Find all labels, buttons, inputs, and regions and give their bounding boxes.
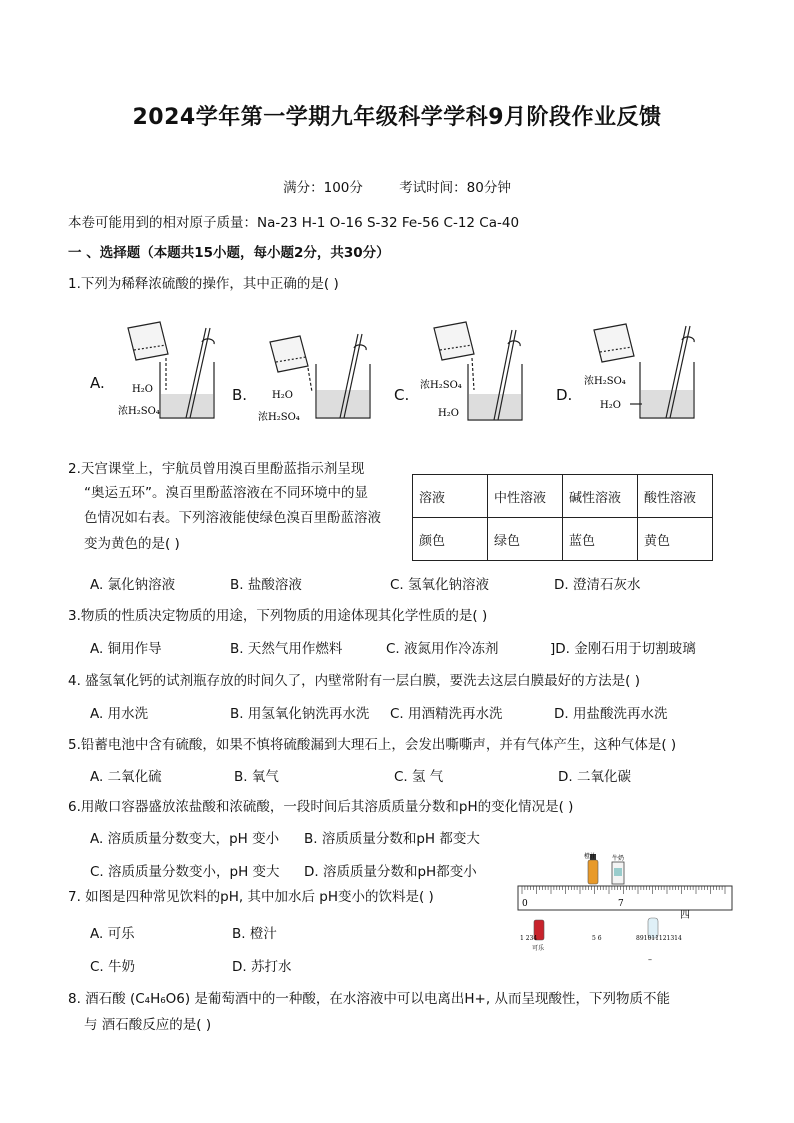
beaker-a-top: H₂O (132, 384, 153, 395)
q8-line2: 与 酒石酸反应的是( ) (84, 1017, 212, 1033)
q6-option-d[interactable]: D. 溶质质量分数和pH都变小 (304, 864, 477, 880)
full-score: 满分：100分 (283, 180, 363, 196)
ph-ticks-mid: 5 6 (592, 935, 602, 942)
table-cell: 颜色 (413, 518, 488, 561)
table-row (413, 518, 713, 561)
table-cell: 绿色 (488, 518, 563, 561)
orange-juice-icon (588, 860, 598, 884)
beaker-d-top: 浓H₂SO₄ (584, 376, 626, 387)
exam-meta (0, 176, 794, 196)
q7-option-c[interactable]: C. 牛奶 (90, 959, 136, 975)
q3-option-c[interactable]: C. 液氮用作冷冻剂 (386, 641, 499, 657)
q2-line2: “奥运五环”。溴百里酚蓝溶液在不同环境中的显 (84, 485, 368, 501)
q1-label-d: D. (556, 386, 573, 404)
q2-option-c[interactable]: C. 氢氧化钠溶液 (390, 577, 490, 593)
q2-line1: 2.天宫课堂上，宇航员曾用溴百里酚蓝指示剂呈现 (68, 461, 365, 477)
q7-option-d[interactable]: D. 苏打水 (232, 959, 292, 975)
beaker-a-bottom: 浓H₂SO₄ (118, 406, 160, 417)
q5-option-b[interactable]: B. 氧气 (234, 769, 279, 785)
section-heading: 一 、选择题（本题共15小题，每小题2分，共30分） (68, 245, 390, 261)
beaker-b-top: H₂O (272, 390, 293, 401)
beaker-c-diagram (416, 318, 536, 428)
beaker-b-diagram (256, 328, 376, 428)
ph-seven: 7 (618, 899, 624, 909)
milk-label: 牛奶 (612, 855, 625, 862)
page-title: 2024学年第一学期九年级科学学科9月阶段作业反馈 (132, 105, 662, 130)
q1-figure (0, 310, 794, 430)
ph-scale-figure (512, 848, 738, 966)
q4-option-a[interactable]: A. 用水洗 (90, 706, 149, 722)
q2-option-b[interactable]: B. 盐酸溶液 (230, 577, 302, 593)
q2-option-a[interactable]: A. 氯化钠溶液 (90, 577, 176, 593)
table-cell: 蓝色 (563, 518, 638, 561)
ph-ticks-left: 1 234 (520, 935, 538, 942)
q5-option-c[interactable]: C. 氢 气 (394, 769, 444, 785)
orange-label: 橙汁 (584, 853, 597, 860)
q6-stem: 6.用敞口容器盛放浓盐酸和浓硫酸，一段时间后其溶质质量分数和pH的变化情况是( ) (68, 799, 574, 815)
q6-option-c[interactable]: C. 溶质质量分数变小，pH 变大 (90, 864, 280, 880)
q1-label-a: A. (90, 374, 105, 392)
q2-option-d[interactable]: D. 澄清石灰水 (554, 577, 641, 593)
ph-zero: 0 (522, 899, 528, 909)
q7-option-a[interactable]: A. 可乐 (90, 926, 135, 942)
q4-option-c[interactable]: C. 用酒精洗再水洗 (390, 706, 503, 722)
q5-option-a[interactable]: A. 二氧化硫 (90, 769, 162, 785)
q8-line1: 8. 酒石酸 (C₄H₆O6) 是葡萄酒中的一种酸，在水溶液中可以电离出H+, 从而呈现酸性，下列物质不能 (68, 991, 670, 1007)
ph-fourteen: 四 (680, 910, 690, 921)
q1-stem: 1.下列为稀释浓硫酸的操作，其中正确的是( ) (68, 276, 339, 292)
exam-time: 考试时间：80分钟 (399, 180, 511, 196)
beaker-c-bottom: H₂O (438, 408, 459, 419)
q3-option-b[interactable]: B. 天然气用作燃料 (230, 641, 343, 657)
beaker-b-bottom: 浓H₂SO₄ (258, 412, 300, 423)
ph-ruler (518, 886, 732, 910)
q4-stem: 4. 盛氢氧化钙的试剂瓶存放的时间久了，内壁常附有一层白膜，要洗去这层白膜最好的方法是( ) (68, 673, 640, 689)
q5-option-d[interactable]: D. 二氧化碳 (558, 769, 631, 785)
q6-option-a[interactable]: A. 溶质质量分数变大，pH 变小 (90, 831, 280, 847)
q7-stem: 7. 如图是四种常见饮料的pH, 其中加水后 pH变小的饮料是( ) (68, 889, 434, 905)
table-cell: 溶液 (413, 475, 488, 518)
q1-label-b: B. (232, 386, 248, 404)
table-cell: 碱性溶液 (563, 475, 638, 518)
ph-ticks-right: 891011121314 (636, 935, 682, 942)
q3-stem: 3.物质的性质决定物质的用途，下列物质的用途体现其化学性质的是( ) (68, 608, 488, 624)
table-cell: 酸性溶液 (638, 475, 713, 518)
q4-option-d[interactable]: D. 用盐酸洗再水洗 (554, 706, 668, 722)
q4-option-b[interactable]: B. 用氢氧化钠洗再水洗 (230, 706, 370, 722)
atomic-masses: 本卷可能用到的相对原子质量：Na-23 H-1 O-16 S-32 Fe-56 C-12 Ca-40 (68, 215, 520, 231)
beaker-d-bottom: H₂O (600, 400, 621, 411)
beaker-d-diagram (582, 318, 702, 426)
q5-stem: 5.铅蓄电池中含有硫酸，如果不慎将硫酸漏到大理石上，会发出嘶嘶声，并有气体产生，这种气体是( ) (68, 737, 677, 753)
beaker-a-diagram (110, 318, 230, 426)
indicator-color-table (412, 474, 716, 549)
q1-label-c: C. (394, 386, 410, 404)
q2-line3: 色情况如右表。下列溶液能使绿色溴百里酚蓝溶液 (84, 510, 381, 526)
beaker-c-top: 浓H₂SO₄ (420, 380, 462, 391)
ph-dash: – (648, 955, 652, 964)
q3-option-a[interactable]: A. 铜用作导 (90, 641, 162, 657)
q7-option-b[interactable]: B. 橙汁 (232, 926, 277, 942)
q6-option-b[interactable]: B. 溶质质量分数和pH 都变大 (304, 831, 480, 847)
table-cell: 黄色 (638, 518, 713, 561)
q3-option-d[interactable]: ]D. 金刚石用于切割玻璃 (550, 641, 696, 657)
table-cell: 中性溶液 (488, 475, 563, 518)
table-header-row (413, 475, 713, 518)
q2-line4: 变为黄色的是( ) (84, 536, 180, 552)
cola-label: 可乐 (532, 945, 545, 952)
